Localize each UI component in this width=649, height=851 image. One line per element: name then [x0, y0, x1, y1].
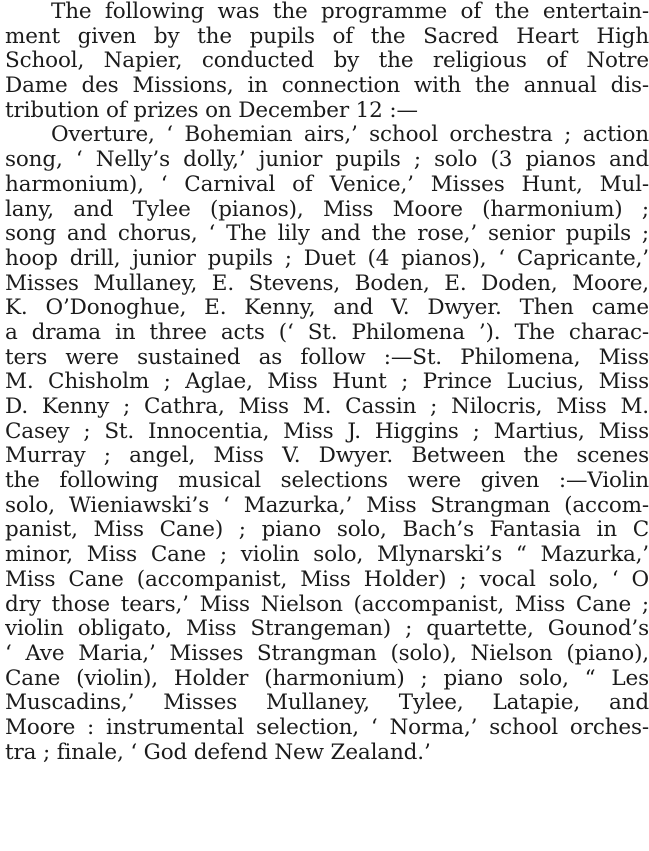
text-line: Murray ; angel, Miss V. Dwyer. Between the scenes	[5, 444, 649, 469]
text-line: harmonium), ‘ Carnival of Venice,’ Misses Hunt, Mul-	[5, 172, 649, 197]
text-line: panist, Miss Cane) ; piano solo, Bach’s Fantasia in C	[5, 518, 649, 543]
text-line: School, Napier, conducted by the religious of Notre	[5, 49, 649, 74]
text-line: solo, Wieniawski’s ‘ Mazurka,’ Miss Strangman (accom-	[5, 493, 649, 518]
text-line: D. Kenny ; Cathra, Miss M. Cassin ; Nilocris, Miss M.	[5, 395, 649, 419]
text-line: ters were sustained as follow :—St. Philomena, Miss	[5, 345, 649, 370]
text-line: M. Chisholm ; Aglae, Miss Hunt ; Prince Lucius, Miss	[5, 370, 649, 395]
newspaper-article	[5, 0, 649, 765]
text-line: Moore : instrumental selection, ‘ Norma,’ school orches-	[5, 715, 649, 740]
text-line: a drama in three acts (‘ St. Philomena ’). The charac-	[5, 320, 649, 345]
text-line: hoop drill, junior pupils ; Duet (4 pianos), ‘ Capricante,’	[5, 246, 649, 271]
text-line: K. O’Donoghue, E. Kenny, and V. Dwyer. Then came	[5, 296, 649, 321]
text-line: tra ; finale, ‘ God defend New Zealand.’	[5, 740, 431, 765]
text-line: lany, and Tylee (pianos), Miss Moore (harmonium) ;	[5, 197, 649, 222]
text-line: dry those tears,’ Miss Nielson (accompanist, Miss Cane ;	[5, 592, 649, 617]
text-line: the following musical selections were given :—Violin	[5, 469, 649, 494]
text-line: tribution of prizes on December 12 :—	[5, 98, 418, 123]
text-line: violin obligato, Miss Strangeman) ; quartette, Gounod’s	[5, 617, 649, 642]
text-line: minor, Miss Cane ; violin solo, Mlynarski’s “ Mazurka,’	[5, 543, 649, 568]
text-line: Overture, ‘ Bohemian airs,’ school orchestra ; action	[51, 123, 649, 148]
text-line: Cane (violin), Holder (harmonium) ; piano solo, “ Les	[5, 666, 649, 691]
text-line: The following was the programme of the entertain-	[51, 0, 649, 24]
paragraph-programme	[5, 123, 649, 765]
text-line: Misses Mullaney, E. Stevens, Boden, E. Doden, Moore,	[5, 271, 649, 296]
text-line: song, ‘ Nelly’s dolly,’ junior pupils ; solo (3 pianos and	[5, 148, 649, 173]
text-line: Muscadins,’ Misses Mullaney, Tylee, Latapie, and	[5, 691, 649, 716]
text-line: Miss Cane (accompanist, Miss Holder) ; vocal solo, ‘ O	[5, 567, 649, 592]
text-line: ‘ Ave Maria,’ Misses Strangman (solo), Nielson (piano),	[5, 641, 649, 666]
text-line: Dame des Missions, in connection with the annual dis-	[5, 74, 649, 99]
text-line: ment given by the pupils of the Sacred Heart High	[5, 24, 649, 49]
paragraph-intro	[5, 0, 649, 123]
text-line: Casey ; St. Innocentia, Miss J. Higgins ; Martius, Miss	[5, 419, 649, 444]
text-line: song and chorus, ‘ The lily and the rose,’ senior pupils ;	[5, 222, 649, 247]
